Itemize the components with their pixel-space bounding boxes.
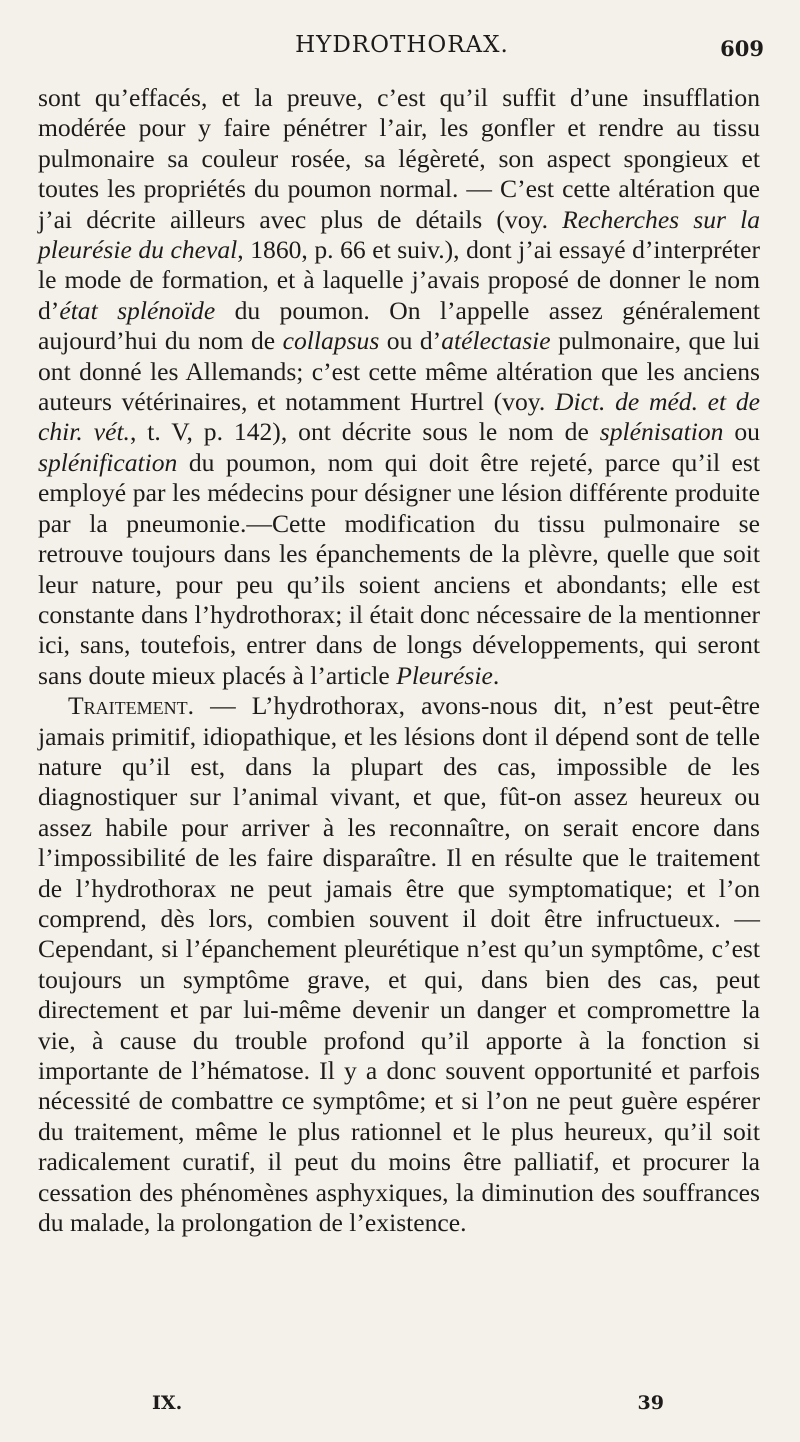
text-run: , 1860, p. 66 et suiv.), dont j’ai essayé d’interpréter le mode de formation, et à laquelle j’avais proposé de donner le nom d’ bbox=[38, 235, 760, 325]
italic-run: atélectasie bbox=[441, 326, 551, 356]
text-run: du poumon. On l’appelle assez généralement aujourd’hui du nom de bbox=[38, 295, 760, 356]
text-run: sont qu’effacés, et la preuve, c’est qu’il suffit d’une insufflation modérée pour y faire pénétrer l’air, les gonfler et rendre au tissu pulmonaire sa couleur rosée, sa légèreté, son aspect spongieux et toutes les propriétés du poumon normal. — C’est cette altération que j’ai décrite ailleurs avec plus de détails (voy. bbox=[38, 83, 760, 234]
text-run: pulmonaire, que lui ont donné les Allemands; c’est cette même altération que les anciens auteurs vétérinaires, et notamment Hurtrel (voy. bbox=[38, 326, 760, 417]
running-header bbox=[40, 30, 764, 66]
text-run: , t. V, p. 142), ont décrite sous le nom de bbox=[129, 417, 600, 447]
section-heading-run: Traitement bbox=[68, 691, 188, 721]
italic-run: splénification bbox=[38, 447, 178, 477]
text-run: ou d’ bbox=[379, 326, 442, 356]
paragraph-atelectasis bbox=[38, 83, 760, 691]
italic-run: Recherches sur la pleurésie du cheval bbox=[38, 204, 760, 265]
text-run: ou bbox=[723, 417, 760, 447]
page-number: 609 bbox=[720, 36, 764, 61]
italic-run: splénisation bbox=[599, 417, 724, 447]
paragraph-treatment bbox=[38, 691, 760, 1238]
text-run: . bbox=[492, 660, 500, 690]
page-footer bbox=[40, 1388, 760, 1420]
italic-run: Dict. de méd. et de chir. vét. bbox=[38, 387, 760, 447]
sheet-number: 39 bbox=[637, 1392, 664, 1414]
text-run: . — L’hydrothorax, avons-nous dit, n’est peut-être jamais primitif, idiopathique, et les lésions dont il dépend sont de telle nature qu’il est, dans la plupart des cas, impossible de les diagnostiquer sur l’animal vivant, et que, fût-on assez heureux ou assez habile pour arriver à les reconnaître, on serait encore dans l’impossibilité de les faire disparaître. Il en résulte que le traitement de l’hydrothorax ne peut jamais être que symptomatique; et l’on comprend, dès lors, combien souvent il doit être infructueux. — Cependant, si l’épanchement pleurétique n’est qu’un symptôme, c’est toujours un symptôme grave, et qui, dans bien des cas, peut directement et par lui-même devenir un danger et compromettre la vie, à cause du trouble profond qu’il apporte à la fonction si importante de l’hématose. Il y a donc souvent opportunité et parfois nécessité de combattre ce symptôme; et si l’on ne peut guère espérer du traitement, même le plus rationnel et le plus heureux, qu’il soit radicalement curatif, il peut du moins être palliatif, et procurer la cessation des phénomènes asphyxiques, la diminution des souffrances du malade, la prolongation de l’existence. bbox=[38, 691, 760, 1238]
italic-run: collapsus bbox=[282, 326, 380, 356]
italic-run: Pleurésie bbox=[396, 660, 493, 690]
gathering-signature: IX. bbox=[152, 1392, 183, 1414]
italic-run: état splénoïde bbox=[59, 295, 216, 325]
text-run: du poumon, nom qui doit être rejeté, parce qu’il est employé par les médecins pour désigner une lésion différente produite par la pneumonie.—Cette modification du tissu pulmonaire se retrouve toujours dans les épanchements de la plèvre, quelle que soit leur nature, pour peu qu’ils soient anciens et abondants; elle est constante dans l’hydrothorax; il était donc nécessaire de la mentionner ici, sans, toutefois, entrer dans de longs développements, qui seront sans doute mieux placés à l’article bbox=[38, 447, 760, 690]
body-text bbox=[38, 83, 760, 1238]
running-title: HYDROTHORAX. bbox=[295, 32, 509, 58]
